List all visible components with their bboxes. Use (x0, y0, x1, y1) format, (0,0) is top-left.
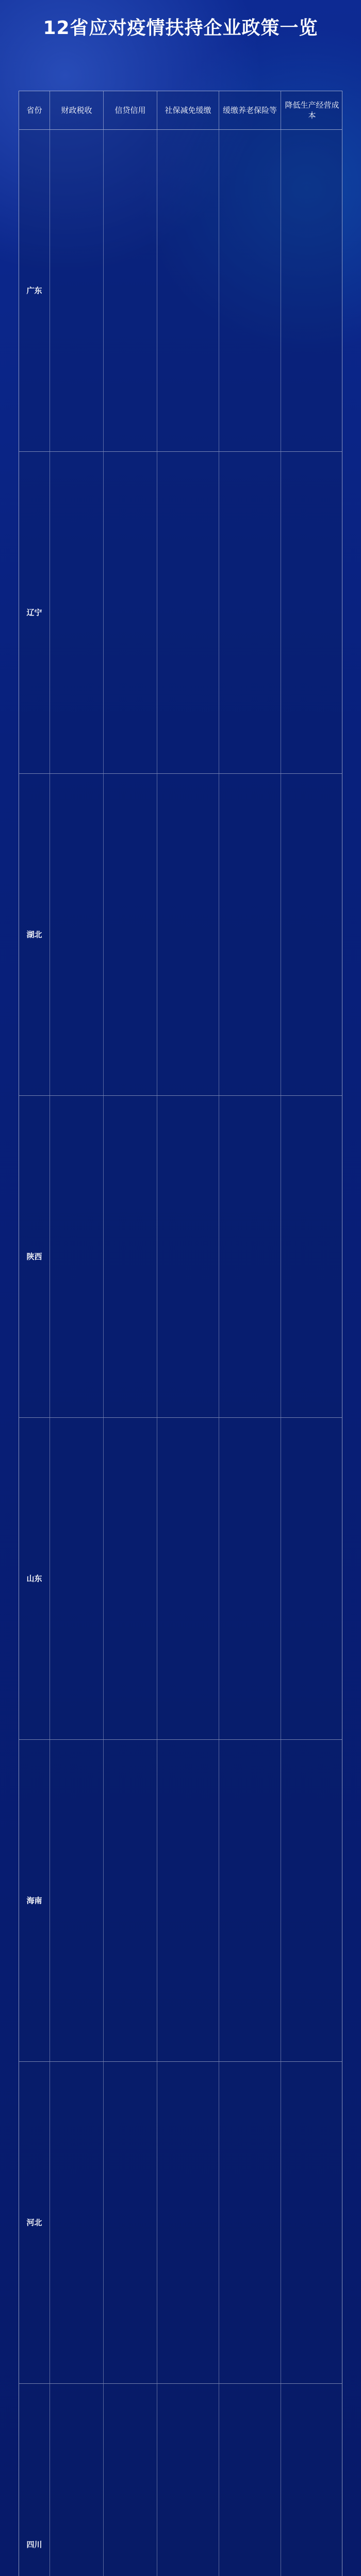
province-cell: 四川 (19, 2384, 50, 2576)
fiscal-tax-cell (50, 452, 104, 773)
header-pension-deferral: 缓缴养老保险等 (219, 91, 281, 129)
province-cell: 海南 (19, 1740, 50, 2061)
cost-reduction-cell (281, 1740, 343, 2061)
social-security-cell (157, 1740, 219, 2061)
pension-deferral-cell (219, 1740, 281, 2061)
cost-reduction-cell (281, 2062, 343, 2383)
table-row (19, 774, 342, 1096)
table-row (19, 2384, 342, 2576)
fiscal-tax-cell (50, 774, 104, 1095)
fiscal-tax-cell (50, 2384, 104, 2576)
pension-deferral-cell (219, 452, 281, 773)
header-fiscal-tax: 财政税收 (50, 91, 104, 129)
credit-cell (104, 130, 157, 451)
fiscal-tax-cell (50, 130, 104, 451)
policy-table (19, 91, 342, 2576)
province-cell: 山东 (19, 1418, 50, 1739)
pension-deferral-cell (219, 1096, 281, 1417)
table-header (19, 91, 342, 130)
cost-reduction-cell (281, 2384, 343, 2576)
table-row (19, 1096, 342, 1418)
credit-cell (104, 774, 157, 1095)
fiscal-tax-cell (50, 2062, 104, 2383)
credit-cell (104, 1096, 157, 1417)
province-cell: 陕西 (19, 1096, 50, 1417)
cost-reduction-cell (281, 130, 343, 451)
province-cell: 河北 (19, 2062, 50, 2383)
province-cell: 广东 (19, 130, 50, 451)
pension-deferral-cell (219, 2384, 281, 2576)
table-row (19, 1740, 342, 2062)
page-title: 12省应对疫情扶持企业政策一览 (43, 18, 318, 39)
table-row (19, 130, 342, 452)
cost-reduction-cell (281, 452, 343, 773)
header-credit: 信贷信用 (104, 91, 157, 129)
fiscal-tax-cell (50, 1096, 104, 1417)
province-cell: 辽宁 (19, 452, 50, 773)
pension-deferral-cell (219, 1418, 281, 1739)
social-security-cell (157, 774, 219, 1095)
credit-cell (104, 452, 157, 773)
province-cell: 湖北 (19, 774, 50, 1095)
credit-cell (104, 2384, 157, 2576)
table-row (19, 1418, 342, 1740)
header-social-security: 社保减免缓缴 (157, 91, 219, 129)
fiscal-tax-cell (50, 1740, 104, 2061)
pension-deferral-cell (219, 2062, 281, 2383)
cost-reduction-cell (281, 1418, 343, 1739)
cost-reduction-cell (281, 774, 343, 1095)
cost-reduction-cell (281, 1096, 343, 1417)
credit-cell (104, 1418, 157, 1739)
social-security-cell (157, 2062, 219, 2383)
table-row (19, 2062, 342, 2384)
pension-deferral-cell (219, 130, 281, 451)
social-security-cell (157, 1418, 219, 1739)
social-security-cell (157, 452, 219, 773)
header-province: 省份 (19, 91, 50, 129)
credit-cell (104, 2062, 157, 2383)
credit-cell (104, 1740, 157, 2061)
header-cost-reduction: 降低生产经营成本 (285, 100, 339, 120)
fiscal-tax-cell (50, 1418, 104, 1739)
social-security-cell (157, 2384, 219, 2576)
pension-deferral-cell (219, 774, 281, 1095)
table-row (19, 452, 342, 774)
social-security-cell (157, 1096, 219, 1417)
social-security-cell (157, 130, 219, 451)
